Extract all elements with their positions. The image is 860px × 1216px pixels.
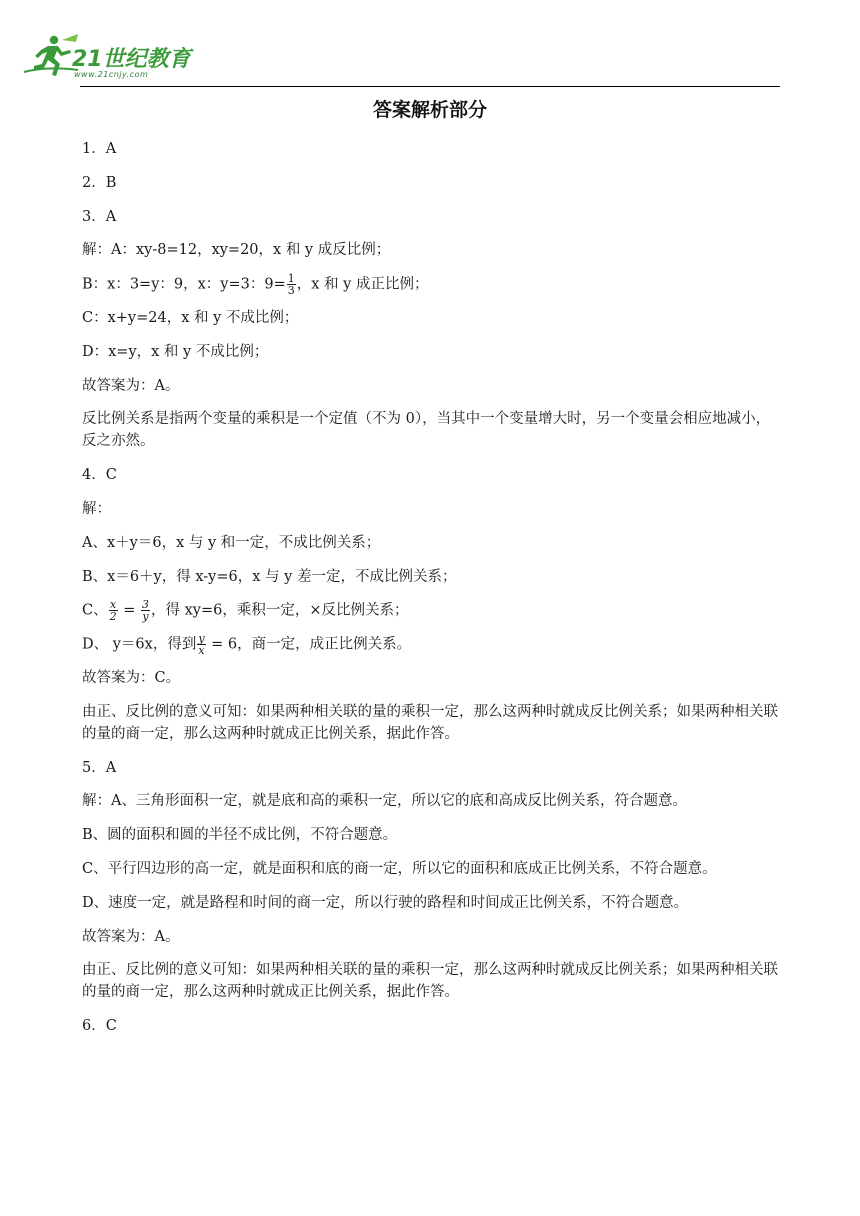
answer-line: 5．A bbox=[82, 759, 117, 776]
explanation-line bbox=[82, 632, 782, 658]
page-header bbox=[0, 0, 860, 90]
text-segment: B：x：3=y：9，x：y=3：9= bbox=[82, 276, 286, 293]
text-segment: = 6 bbox=[206, 636, 238, 653]
text-segment: ，商一定，成正比例关系。 bbox=[237, 636, 412, 653]
fraction-denominator: y bbox=[142, 610, 149, 624]
runner-icon bbox=[24, 34, 78, 76]
fraction-denominator: x bbox=[198, 644, 205, 658]
explanation-paragraph: 由正、反比例的意义可知：如果两种相关联的量的乘积一定，那么这两种时就成反比例关系；如果两种相关联的量的商一定，那么这两种时就成正比例关系，据此作答。 bbox=[82, 962, 778, 1001]
explanation-line: D、速度一定，就是路程和时间的商一定，所以行驶的路程和时间成正比例关系，不符合题意。 bbox=[82, 894, 689, 911]
logo-url: www.21cnjy.com bbox=[74, 70, 149, 79]
explanation-line: B、x＝6＋y，得 x-y=6，x 与 y 差一定，不成比例关系； bbox=[82, 568, 457, 585]
fraction-numerator: y bbox=[198, 632, 205, 646]
explanation-line bbox=[82, 272, 782, 298]
answer-summary: 故答案为：A。 bbox=[82, 377, 180, 394]
fraction-numerator: 1 bbox=[287, 272, 295, 286]
explanation-line: 解： bbox=[82, 500, 111, 517]
fraction bbox=[141, 599, 150, 622]
answer-line: 6．C bbox=[82, 1018, 117, 1035]
header-rule bbox=[80, 86, 780, 87]
answer-line: 1．A bbox=[82, 141, 117, 157]
text-segment: ，得 xy=6，乘积一定，×反比例关系； bbox=[150, 602, 409, 619]
logo bbox=[18, 32, 198, 80]
fraction-numerator: x bbox=[110, 598, 117, 612]
explanation-line: 解：A：xy-8=12，xy=20，x 和 y 成反比例； bbox=[82, 242, 391, 259]
answer-line: 3．A bbox=[82, 208, 117, 225]
explanation-line bbox=[82, 598, 782, 624]
fraction-denominator: 2 bbox=[109, 610, 117, 624]
page-title: 答案解析部分 bbox=[372, 99, 487, 121]
text-segment: ，x 和 y 成正比例； bbox=[296, 276, 429, 293]
answer-content bbox=[82, 138, 782, 1049]
explanation-line: A、x＋y＝6，x 与 y 和一定，不成比例关系； bbox=[82, 534, 381, 551]
logo-text: 21世纪教育 bbox=[72, 47, 191, 72]
answer-line: 2．B bbox=[82, 174, 117, 191]
answer-summary: 故答案为：C。 bbox=[82, 669, 181, 686]
fraction-denominator: 3 bbox=[287, 284, 295, 298]
answer-line: 4．C bbox=[82, 467, 117, 484]
text-segment: C、 bbox=[82, 602, 108, 619]
fraction bbox=[287, 273, 296, 296]
answer-summary: 故答案为：A。 bbox=[82, 928, 180, 945]
explanation-line: 解：A、三角形面积一定，就是底和高的乘积一定，所以它的底和高成反比例关系，符合题意。 bbox=[82, 793, 687, 810]
explanation-line: C、平行四边形的高一定，就是面积和底的商一定，所以它的面积和底成正比例关系，不符合题意。 bbox=[82, 860, 717, 877]
fraction-numerator: 3 bbox=[141, 598, 149, 612]
explanation-line: D：x=y，x 和 y 不成比例； bbox=[82, 343, 269, 360]
text-segment: = bbox=[118, 602, 140, 619]
fraction bbox=[109, 599, 118, 622]
explanation-paragraph: 反比例关系是指两个变量的乘积是一个定值（不为 0），当其中一个变量增大时，另一个变量会相应地减小，反之亦然。 bbox=[82, 411, 771, 450]
text-segment: D、 y＝6x，得到 bbox=[82, 636, 197, 653]
explanation-paragraph: 由正、反比例的意义可知：如果两种相关联的量的乘积一定，那么这两种时就成反比例关系；如果两种相关联的量的商一定，那么这两种时就成正比例关系，据此作答。 bbox=[82, 703, 778, 742]
explanation-line: B、圆的面积和圆的半径不成比例，不符合题意。 bbox=[82, 827, 398, 844]
explanation-line: C：x+y=24，x 和 y 不成比例； bbox=[82, 309, 299, 326]
fraction bbox=[197, 633, 205, 656]
